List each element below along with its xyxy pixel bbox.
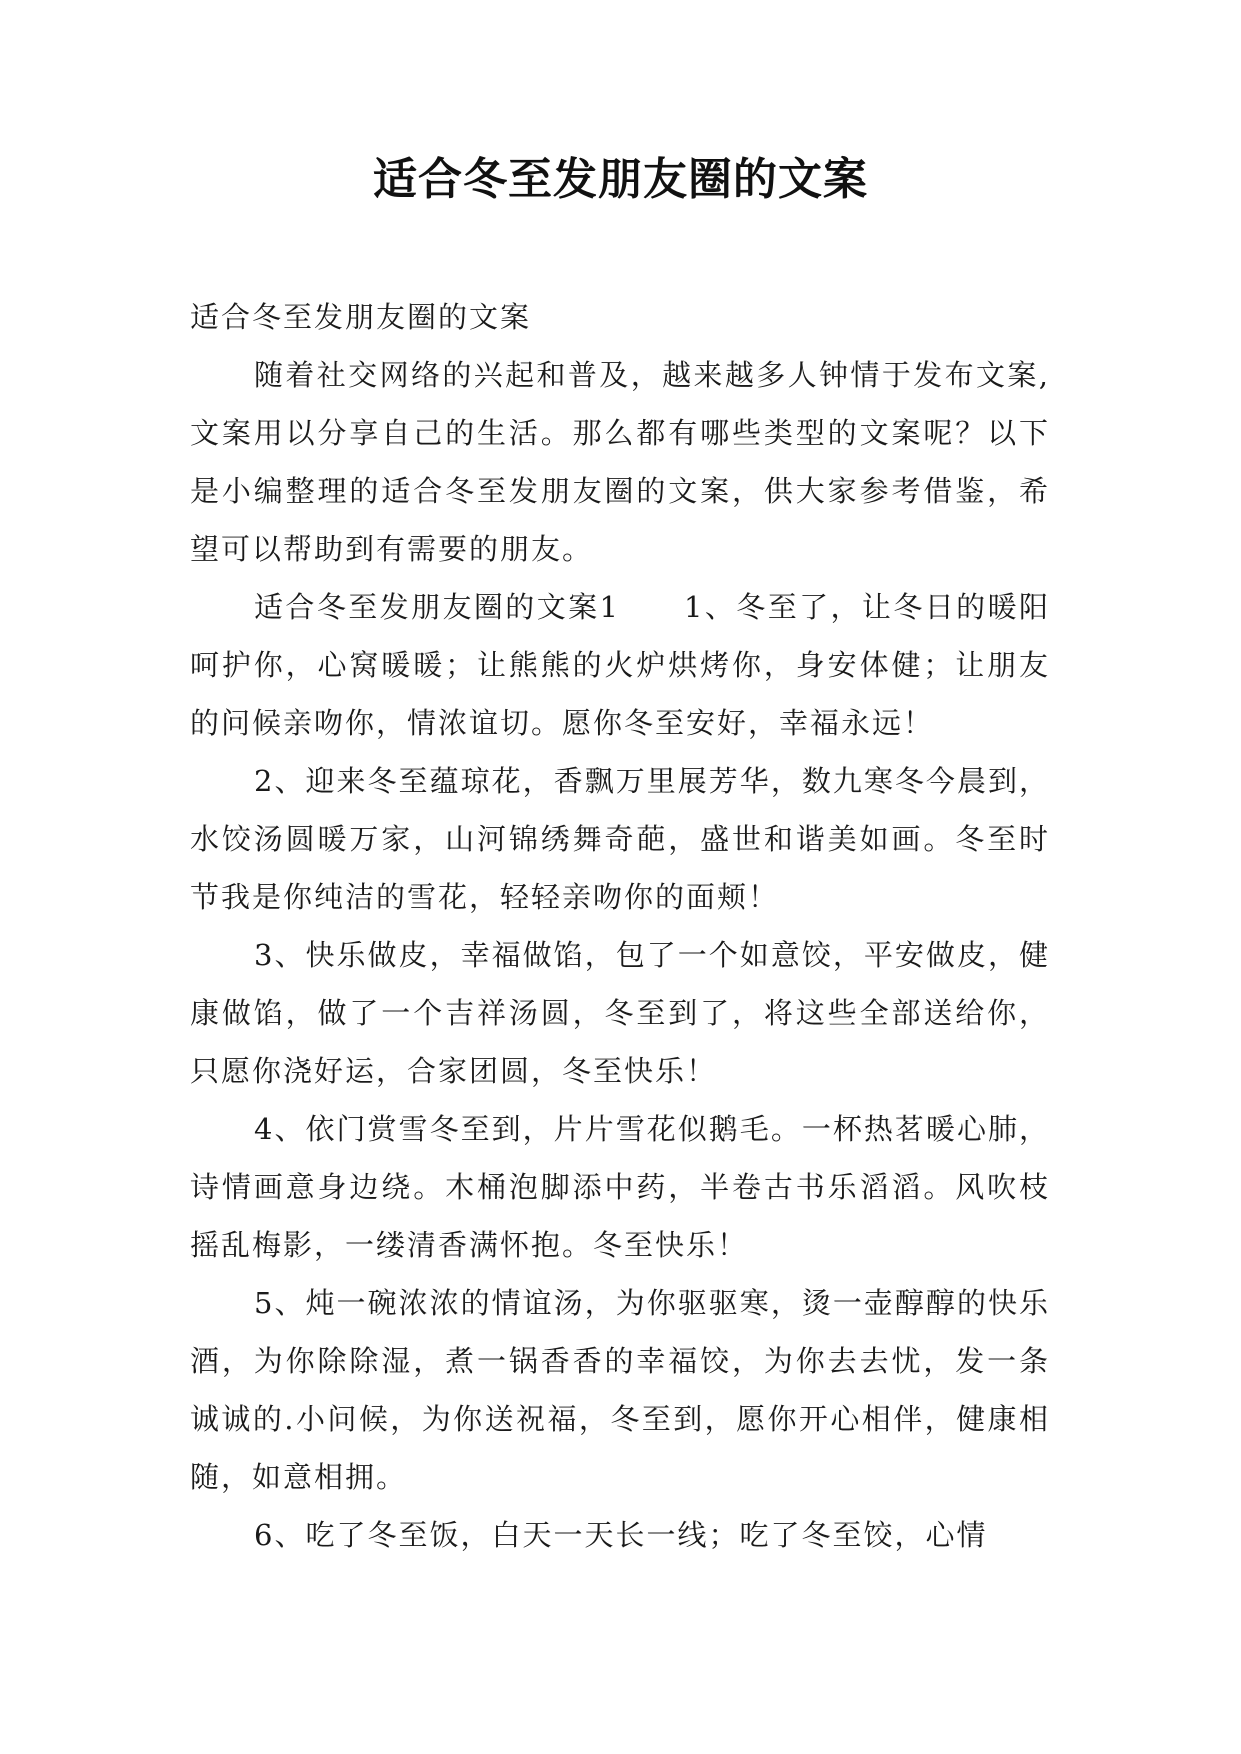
document-subtitle: 适合冬至发朋友圈的文案 (190, 300, 532, 334)
section-heading: 适合冬至发朋友圈的文案1 (254, 590, 620, 624)
list-item-5: 5、炖一碗浓浓的情谊汤，为你驱驱寒，烫一壶醇醇的快乐酒，为你除除湿，煮一锅香香的幸福饺，为你去去忧，发一条诚诚的.小问候，为你送祝福，冬至到，愿你开心相伴，健康相随，如意相拥。 (190, 1286, 1050, 1494)
section-paragraph (190, 578, 1050, 752)
list-item-4: 4、依门赏雪冬至到，片片雪花似鹅毛。一杯热茗暖心肺，诗情画意身边绕。木桶泡脚添中药，半卷古书乐滔滔。风吹枝摇乱梅影，一缕清香满怀抱。冬至快乐！ (190, 1112, 1050, 1262)
list-item-3: 3、快乐做皮，幸福做馅，包了一个如意饺，平安做皮，健康做馅，做了一个吉祥汤圆，冬至到了，将这些全部送给你，只愿你浇好运，合家团圆，冬至快乐！ (190, 938, 1050, 1088)
list-item-2: 2、迎来冬至蕴琼花，香飘万里展芳华，数九寒冬今晨到，水饺汤圆暖万家，山河锦绣舞奇葩，盛世和谐美如画。冬至时节我是你纯洁的雪花，轻轻亲吻你的面颊！ (190, 764, 1050, 914)
document-title: 适合冬至发朋友圈的文案 (373, 154, 868, 205)
intro-paragraph: 随着社交网络的兴起和普及，越来越多人钟情于发布文案,文案用以分享自己的生活。那么都有哪些类型的文案呢？以下是小编整理的适合冬至发朋友圈的文案，供大家参考借鉴，希望可以帮助到有需要的朋友。 (190, 358, 1050, 566)
document-body (190, 288, 1050, 1564)
list-item-6: 6、吃了冬至饭，白天一天长一线；吃了冬至饺，心情 (254, 1518, 988, 1552)
list-item-1: 1、冬至了，让冬日的暖阳呵护你，心窝暖暖；让熊熊的火炉烘烤你，身安体健；让朋友的问候亲吻你，情浓谊切。愿你冬至安好，幸福永远！ (190, 590, 1050, 740)
